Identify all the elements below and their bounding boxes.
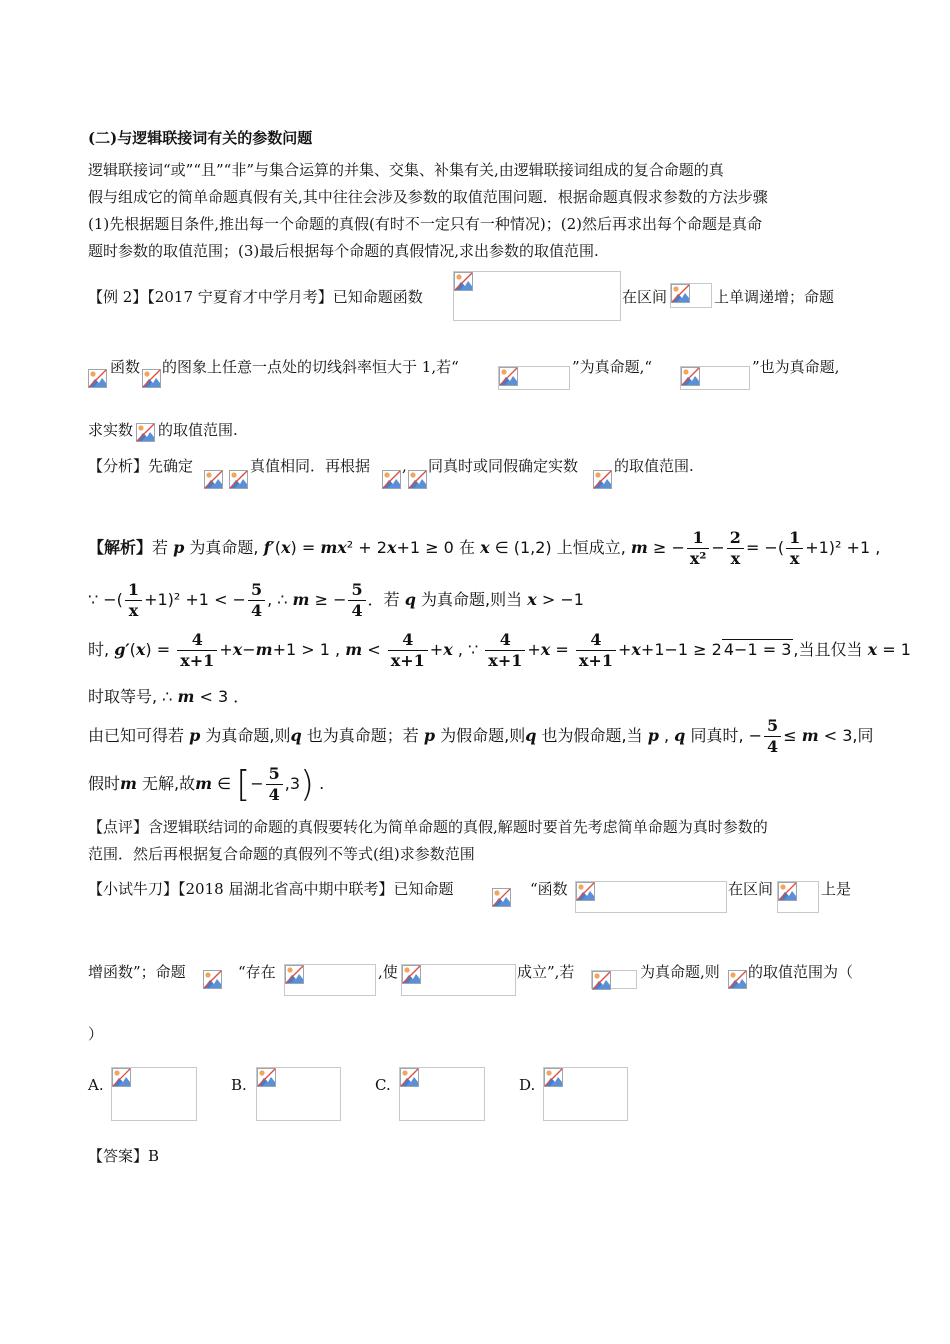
option-a-label: A. xyxy=(88,1076,104,1094)
solution-text: 为真命题,则当 xyxy=(421,590,523,609)
solution-text: 无解,故 xyxy=(142,774,196,793)
practice-text: “函数 xyxy=(530,880,568,898)
example-text: 求实数 xyxy=(88,421,134,439)
example-text: 【例 2】【2017 宁夏育才中学月考】已知命题函数 xyxy=(88,288,423,306)
review-line-2: 范围．然后再根据复合命题的真假列不等式(组)求参数范围 xyxy=(88,845,475,863)
practice-text: 增函数”；命题 xyxy=(88,963,186,981)
practice-text: 的取值范围为（ xyxy=(748,963,854,981)
solution-line-6: 假时m 无解,故m ∈ [− $\frac{5}{4}$ ,3) . xyxy=(88,763,325,805)
broken-image-icon xyxy=(88,369,107,388)
solution-text: 为真命题,则 xyxy=(205,726,291,745)
solution-text: 也为真命题；若 xyxy=(306,726,419,745)
broken-image-icon xyxy=(400,1068,419,1087)
formula-image xyxy=(591,970,637,989)
solution-text: 时, xyxy=(88,640,110,659)
formula-image xyxy=(284,964,376,996)
solution-text: 时取等号, xyxy=(88,687,158,706)
example-text: 的图象上任意一点处的切线斜率恒大于 1,若“ xyxy=(162,358,459,376)
broken-image-icon xyxy=(408,470,427,489)
solution-text: 由已知可得若 xyxy=(88,726,185,745)
broken-image-icon xyxy=(671,284,690,303)
example-line-1 xyxy=(88,287,423,307)
solution-text: 同真时, xyxy=(690,726,744,745)
example-text: 的取值范围. xyxy=(158,421,238,439)
option-b-label: B. xyxy=(231,1076,247,1094)
practice-text: 【小试牛刀】【2018 届湖北省高中期中联考】已知命题 xyxy=(88,880,454,898)
broken-image-icon xyxy=(257,1068,276,1087)
solution-text: 假时 xyxy=(88,774,121,793)
formula-image xyxy=(498,366,570,390)
practice-text: ,使 xyxy=(378,963,398,981)
practice-text: 上是 xyxy=(821,880,852,898)
solution-text: 为假命题,则 xyxy=(440,726,526,745)
analysis-text: 【分析】先确定 xyxy=(88,457,194,475)
review-line-1: 【点评】含逻辑联结词的命题的真假要转化为简单命题的真假,解题时要首先考虑简单命题为真时参数的 xyxy=(88,818,768,836)
broken-image-icon xyxy=(593,470,612,489)
option-d-image[interactable] xyxy=(543,1067,628,1121)
example-text: 在区间 xyxy=(622,288,668,306)
analysis-text: 同真时或同假确定实数 xyxy=(428,457,579,475)
solution-line-3: 时, g′(x) = $\frac{4}{x+1}$ +x−m+1 > 1 , m < $\frac{4}{x+1}$ +x , ∵ $\frac{4}{x+1}$ +x = $\frac{4}{x+1}$ +x+1−1 ≥ 2 4−1 = 3 ,当且仅当 x = 1 xyxy=(88,630,911,670)
solution-text: ,同 xyxy=(852,726,874,745)
solution-text: 为真命题, xyxy=(189,538,259,557)
option-d-label: D. xyxy=(519,1076,536,1094)
broken-image-icon xyxy=(382,470,401,489)
broken-image-icon xyxy=(728,970,747,989)
practice-text: 成立”,若 xyxy=(517,963,575,981)
intro-line-3: (1)先根据题目条件,推出每一个命题的真假(有时不一定只有一种情况)；(2)然后再求出每个命题是真命 xyxy=(88,215,762,233)
practice-text: “存在 xyxy=(238,963,276,981)
example-text: ”也为真命题, xyxy=(752,358,840,376)
broken-image-icon xyxy=(203,970,222,989)
solution-line-1: 【解析】若 p 为真命题, f′(x) = mx² + 2x+1 ≥ 0 在 x ∈ (1,2) 上恒成立, m ≥ − $\frac{1}{\text{x²}}$ − $\frac{2}{x}$ = −( $\frac{1}{x}$ +1)² +1 , xyxy=(88,528,881,568)
formula-image xyxy=(575,881,727,913)
option-c-image[interactable] xyxy=(399,1067,485,1121)
formula-image xyxy=(670,283,712,308)
broken-image-icon xyxy=(136,423,155,442)
intro-line-2: 假与组成它的简单命题真假有关,其中往往会涉及参数的取值范围问题．根据命题真假求参数的方法步骤 xyxy=(88,188,768,206)
formula-image xyxy=(777,881,819,913)
analysis-text: 的取值范围. xyxy=(614,457,694,475)
section-heading: (二)与逻辑联接词有关的参数问题 xyxy=(88,129,313,147)
broken-image-icon xyxy=(576,882,595,901)
broken-image-icon xyxy=(402,965,421,984)
option-c-label: C. xyxy=(375,1076,391,1094)
broken-image-icon xyxy=(544,1068,563,1087)
solution-label: 【解析】 xyxy=(88,538,153,557)
broken-image-icon xyxy=(499,367,518,386)
broken-image-icon xyxy=(229,470,248,489)
solution-text: 也为假命题,当 xyxy=(541,726,643,745)
option-b-image[interactable] xyxy=(256,1067,341,1121)
solution-line-2: ∵ −( $\frac{1}{x}$ +1)² +1 < − $\frac{5}{4}$ , ∴ m ≥ − $\frac{5}{4}$ ．若 q 为真命题,则当 x > −1 xyxy=(88,580,584,620)
solution-line-5: 由已知可得若 p 为真命题,则q 也为真命题；若 p 为假命题,则q 也为假命题,当 p , q 同真时, − $\frac{5}{4}$ ≤ m < 3,同 xyxy=(88,716,874,756)
example-text: 上单调递增；命题 xyxy=(714,288,835,306)
solution-text: 若 xyxy=(152,538,169,557)
broken-image-icon xyxy=(204,470,223,489)
answer-line: 【答案】B xyxy=(88,1147,160,1165)
analysis-text: , xyxy=(402,457,407,475)
option-a-image[interactable] xyxy=(111,1067,197,1121)
broken-image-icon xyxy=(285,965,304,984)
formula-image xyxy=(680,366,750,390)
solution-text: 上恒成立, xyxy=(556,538,626,557)
solution-text: 在 xyxy=(458,538,475,557)
broken-image-icon xyxy=(592,971,611,990)
solution-text: ,当且仅当 xyxy=(793,640,863,659)
practice-text: ） xyxy=(88,1025,104,1043)
practice-text: 为真命题,则 xyxy=(640,963,720,981)
formula-image xyxy=(453,271,621,321)
broken-image-icon xyxy=(681,367,700,386)
practice-text: 在区间 xyxy=(728,880,774,898)
example-text: 函数 xyxy=(110,358,141,376)
broken-image-icon xyxy=(454,272,473,291)
solution-text: 若 xyxy=(383,590,400,609)
analysis-text: 真值相同．再根据 xyxy=(250,457,371,475)
intro-line-4: 题时参数的取值范围；(3)最后根据每个命题的真假情况,求出参数的取值范围. xyxy=(88,242,599,260)
broken-image-icon xyxy=(778,882,797,901)
broken-image-icon xyxy=(112,1068,131,1087)
intro-line-1: 逻辑联接词“或”“且”“非”与集合运算的并集、交集、补集有关,由逻辑联接词组成的复合命题的真 xyxy=(88,161,724,179)
example-text: ”为真命题,“ xyxy=(572,358,653,376)
formula-image xyxy=(401,964,516,996)
broken-image-icon xyxy=(492,888,511,907)
solution-line-4: 时取等号, ∴ m < 3 ． xyxy=(88,687,250,706)
broken-image-icon xyxy=(142,369,161,388)
